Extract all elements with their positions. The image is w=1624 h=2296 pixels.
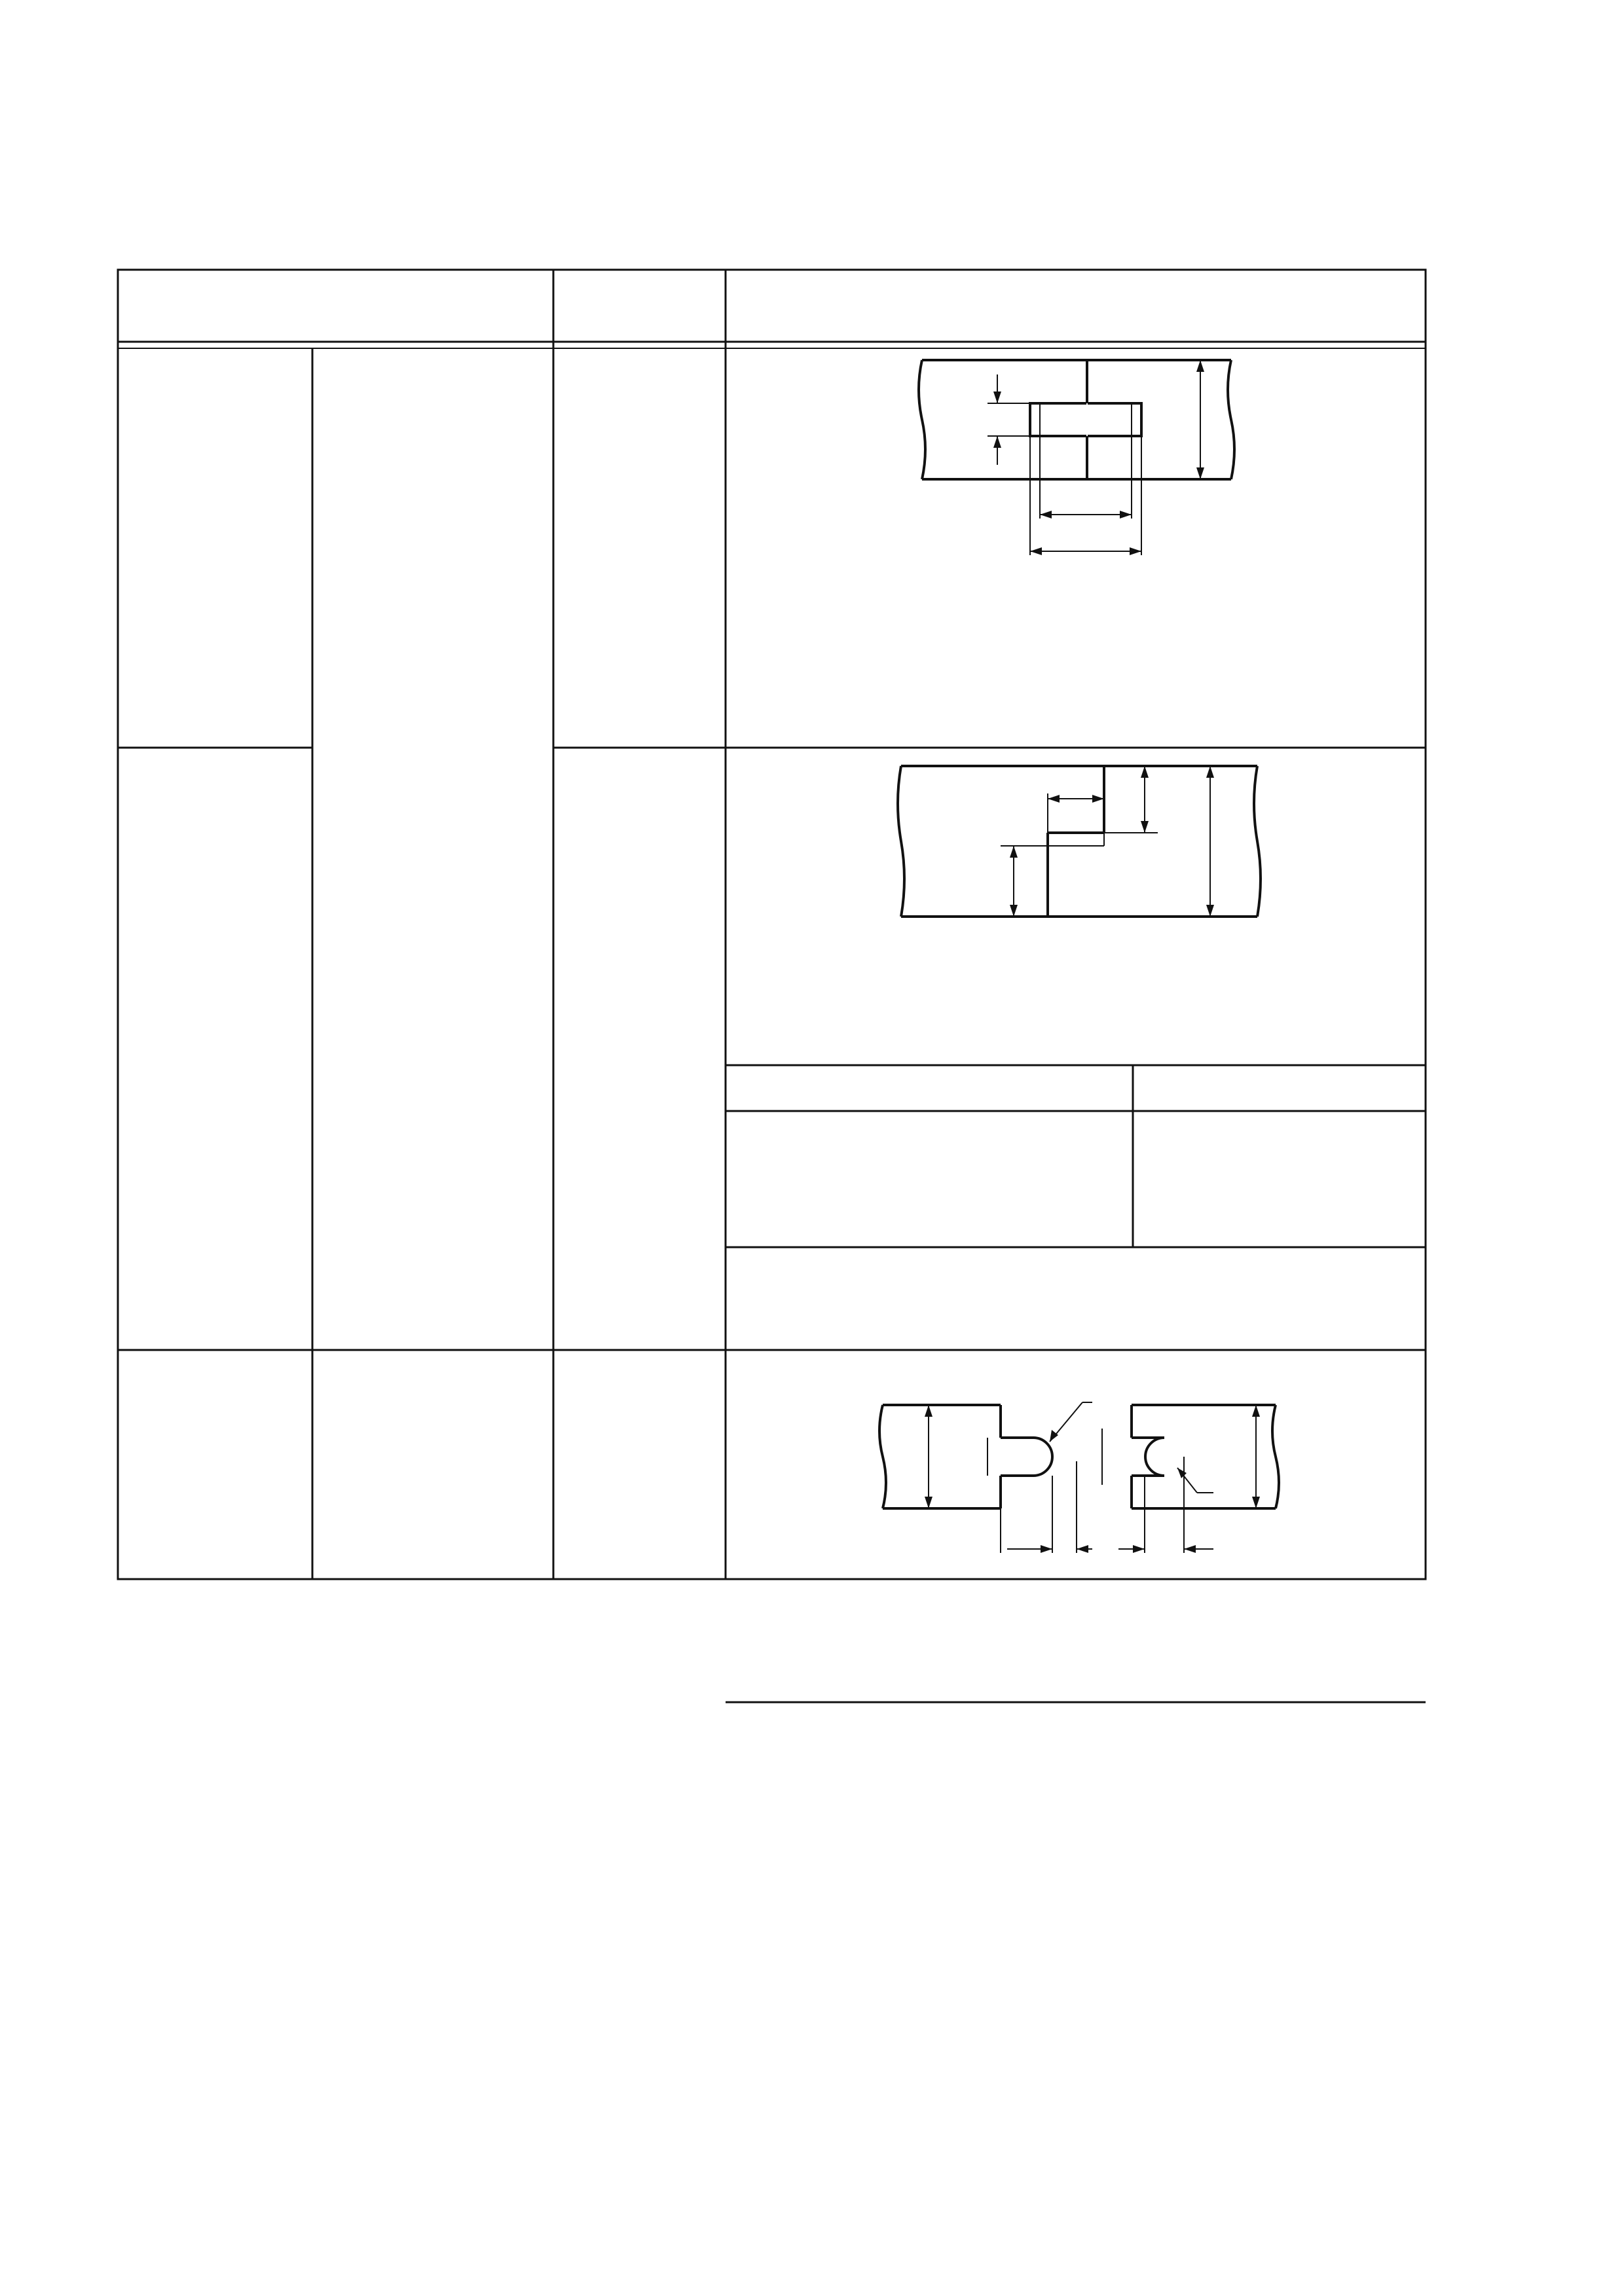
row2-diagram (726, 748, 1426, 938)
row1-diagram (726, 348, 1426, 571)
row3-diagram (726, 1350, 1426, 1573)
row2-subrow-s0 (773, 1121, 1126, 1374)
